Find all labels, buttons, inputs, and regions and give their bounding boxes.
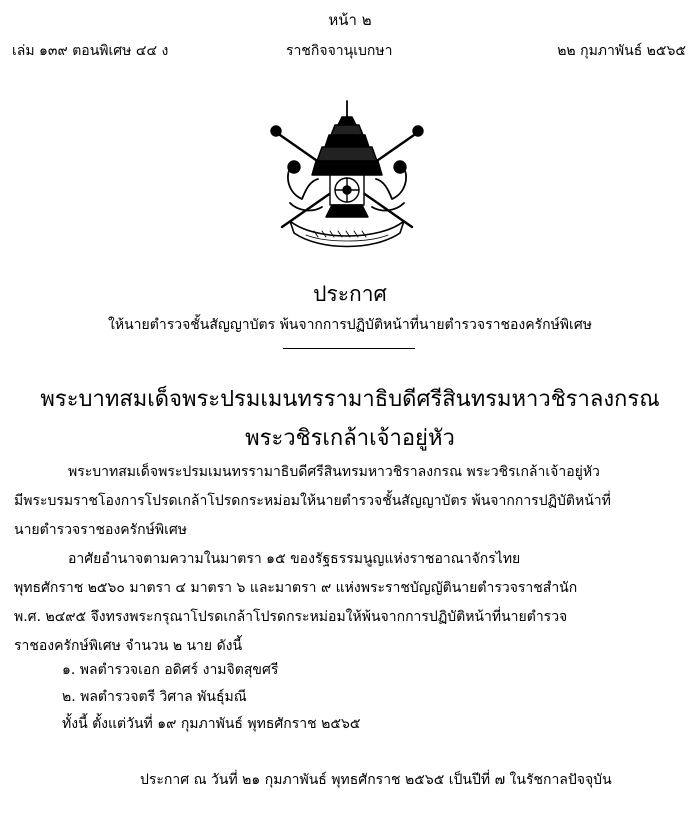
paragraph-1-line-1: พระบาทสมเด็จพระปรมเมนทรรามาธิบดีศรีสินทรมหาวชิราลงกรณ พระวชิรเกล้าเจ้าอยู่หัว: [68, 464, 600, 480]
paragraph-2-line-3: พ.ศ. ๒๔๙๕ จึงทรงพระกรุณาโปรดเกล้าโปรดกระหม่อมให้พ้นจากการปฏิบัติหน้าที่นายตำรวจ: [14, 609, 568, 625]
page-number: หน้า ๒: [328, 11, 372, 29]
royal-emblem-icon: [262, 95, 432, 255]
announcement-subtitle: ให้นายตำรวจชั้นสัญญาบัตร พ้นจากการปฏิบัติหน้าที่นายตำรวจราชองครักษ์พิเศษ: [108, 317, 592, 333]
paragraph-2-line-2: พุทธศักราช ๒๕๖๐ มาตรา ๔ มาตรา ๖ และมาตรา ๙ แห่งพระราชบัญญัตินายตำรวจราชสำนัก: [14, 580, 578, 596]
gazette-date: ๒๒ กุมภาพันธ์ ๒๕๖๕: [557, 43, 686, 59]
list-item: ๒. พลตำรวจตรี วิศาล พันธุ์มณี: [62, 689, 247, 705]
list-item: ๑. พลตำรวจเอก อดิศร์ งามจิตสุขศรี: [62, 662, 279, 678]
title-divider: [283, 348, 415, 349]
effective-date: ทั้งนี้ ตั้งแต่วันที่ ๑๙ กุมภาพันธ์ พุทธศักราช ๒๕๖๕: [62, 716, 361, 732]
gazette-name: ราชกิจจานุเบกษา: [286, 43, 393, 59]
closing-statement: ประกาศ ณ วันที่ ๒๑ กุมภาพันธ์ พุทธศักราช ๒๕๖๕ เป็นปีที่ ๗ ในรัชกาลปัจจุบัน: [140, 772, 612, 788]
paragraph-2-line-4: ราชองครักษ์พิเศษ จำนวน ๒ นาย ดังนี้: [14, 638, 243, 654]
volume-label: เล่ม ๑๓๙ ตอนพิเศษ ๔๔ ง: [12, 43, 169, 59]
paragraph-2-line-1: อาศัยอำนาจตามความในมาตรา ๑๕ ของรัฐธรรมนูญแห่งราชอาณาจักรไทย: [68, 551, 521, 567]
announcement-title: ประกาศ: [313, 282, 387, 306]
paragraph-1-line-2: มีพระบรมราชโองการโปรดเกล้าโปรดกระหม่อมให้นายตำรวจชั้นสัญญาบัตร พ้นจากการปฏิบัติหน้าที่: [14, 493, 611, 509]
paragraph-1-line-3: นายตำรวจราชองครักษ์พิเศษ: [14, 522, 188, 538]
royal-title-line-1: พระบาทสมเด็จพระปรมเมนทรรามาธิบดีศรีสินทรมหาวชิราลงกรณ: [40, 387, 660, 412]
royal-title-line-2: พระวชิรเกล้าเจ้าอยู่หัว: [245, 426, 455, 451]
